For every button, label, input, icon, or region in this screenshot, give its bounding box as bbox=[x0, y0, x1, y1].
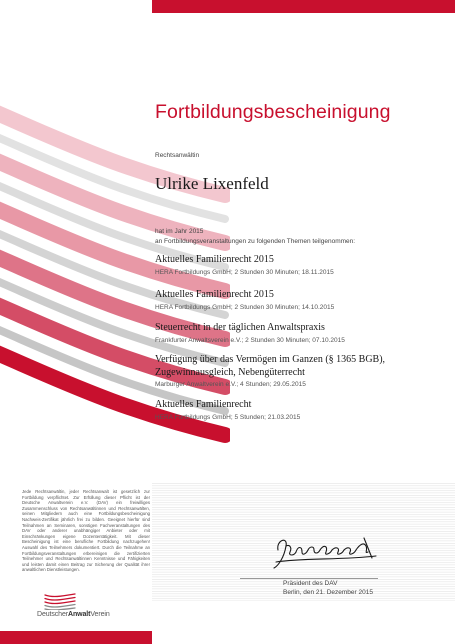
signature-line bbox=[240, 578, 378, 579]
top-red-bar bbox=[152, 0, 455, 13]
bottom-red-bar bbox=[0, 631, 152, 644]
logo-text-bold: Anwalt bbox=[68, 611, 91, 618]
course-item bbox=[155, 354, 420, 389]
course-item bbox=[155, 289, 445, 312]
recipient-name: Ulrike Lixenfeld bbox=[155, 174, 269, 193]
legal-footnote: Jede Rechtsanwältin, jeder Rechtsanwalt ist gesetzlich zur Fortbildung verpflichtet. Zur Erfüllung dieser Pflicht ist der Deutsche Anwaltverein e.V. (DAV) ein freiwilliges Zusammenschluss von Rechtsanwältinnen und Rechtsanwälten, seinen Mitgliedern auch eine Fortbildungsbescheinigung Nachweis-Zertifikat jährlich frei zu bilden. Geeignet hierfür sind Teilnahmen an Seminaren, sonstigen Fachveranstaltungen des DAV oder anderer unabhängiger Anbieter oder mit Einschränkungen eigene Dozententätigkeit. Mit dieser Bescheinigung ist eine berufliche Fortbildung nachzugehen! Auswahl des Teilnehmers dokumentiert. Durch die Teilnahme an Fortbildungsveranstaltungen erbereinigen die zertifizierten Teilnehmer und Rechtsanwältinnen Kenntnisse und Fähigkeiten und leisten damit einen Beitrag zur Sicherung der Qualität ihrer anwaltlichen Dienstleistungen. bbox=[22, 489, 150, 573]
intro-line-1: hat im Jahr 2015 bbox=[155, 228, 204, 235]
course-detail: Marburger Anwaltverein e.V.; 4 Stunden; 29.05.2015 bbox=[155, 381, 306, 388]
handwritten-signature bbox=[272, 532, 380, 578]
course-item bbox=[155, 399, 445, 422]
course-title: Aktuelles Familienrecht 2015 bbox=[155, 289, 274, 300]
course-item bbox=[155, 322, 445, 345]
course-title: Steuerrecht in der täglichen Anwaltspraxis bbox=[155, 322, 325, 333]
certificate-title: Fortbildungsbescheinigung bbox=[155, 101, 391, 123]
course-detail: HERA Fortbildungs GmbH; 2 Stunden 30 Minuten; 18.11.2015 bbox=[155, 268, 334, 276]
recipient-role: Rechtsanwältin bbox=[155, 152, 200, 159]
course-title: Aktuelles Familienrecht bbox=[155, 399, 252, 410]
course-title: Verfügung über das Vermögen im Ganzen (§ 1365 BGB), Zugewinnausgleich, Nebengüterrecht bbox=[155, 354, 386, 378]
course-title: Aktuelles Familienrecht 2015 bbox=[155, 254, 274, 265]
place-and-date: Berlin, den 21. Dezember 2015 bbox=[283, 589, 373, 596]
dav-logo-text bbox=[37, 611, 110, 618]
logo-text-suffix: Verein bbox=[90, 611, 110, 618]
dav-logo-icon bbox=[41, 592, 79, 610]
logo-text-prefix: Deutscher bbox=[37, 611, 69, 618]
intro-line-2: an Fortbildungsveranstaltungen zu folgenden Themen teilgenommen: bbox=[155, 238, 356, 245]
course-detail: Frankfurter Anwaltsverein e.V.; 2 Stunden 30 Minuten; 07.10.2015 bbox=[155, 336, 345, 344]
course-detail: HERA Fortbildungs GmbH; 5 Stunden; 21.03.2015 bbox=[155, 413, 301, 421]
course-item bbox=[155, 254, 445, 277]
course-detail: HERA Fortbildungs GmbH; 2 Stunden 30 Minuten; 14.10.2015 bbox=[155, 303, 335, 311]
signatory-title: Präsident des DAV bbox=[283, 580, 338, 587]
